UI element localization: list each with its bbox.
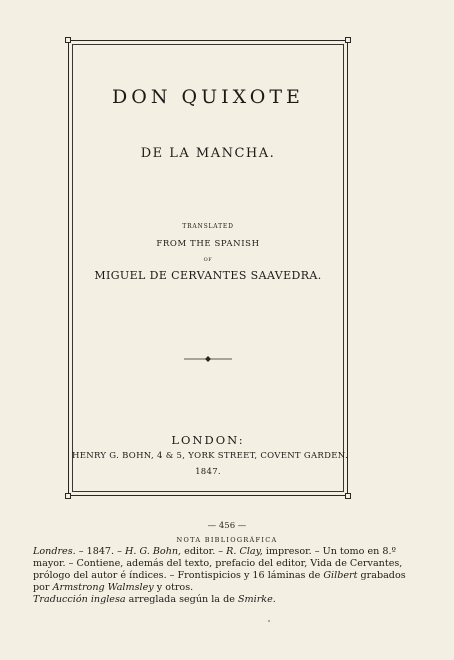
catalog-text: prólogo del autor é índices. – Frontispicios y 16 láminas de	[33, 570, 324, 581]
author-name: MIGUEL DE CERVANTES SAAVEDRA.	[94, 269, 322, 282]
catalog-engraver: Armstrong Walmsley	[52, 582, 154, 593]
catalog-text: por	[33, 582, 53, 593]
catalog-text: y otros.	[153, 582, 194, 593]
border-corner	[345, 37, 351, 43]
book-subtitle: DE LA MANCHA.	[140, 146, 276, 161]
title-page-inner-border	[72, 44, 348, 492]
publication-city: LONDON:	[171, 433, 245, 447]
border-corner	[65, 37, 71, 43]
catalog-printer: R. Clay,	[226, 546, 263, 557]
catalog-source: Smirke.	[237, 594, 276, 605]
book-title: DON QUIXOTE	[112, 86, 304, 108]
catalog-line	[33, 582, 437, 594]
ornament-rule	[184, 355, 232, 363]
catalog-line	[33, 570, 437, 582]
catalog-line: mayor. – Contiene, además del texto, prefacio del editor, Vida de Cervantes,	[33, 558, 403, 569]
catalog-artist: Gilbert	[323, 570, 358, 581]
page-number: — 456 —	[207, 521, 247, 531]
border-corner	[65, 493, 71, 499]
catalog-text: impresor. – Un tomo en 8.º	[262, 546, 397, 557]
catalog-city: Londres.	[33, 546, 76, 557]
catalog-editor: H. G. Bohn,	[124, 546, 182, 557]
catalog-text: grabados	[357, 570, 406, 581]
border-corner	[345, 493, 351, 499]
catalog-heading: NOTA BIBLIOGRÁFICA	[176, 536, 278, 544]
translated-label: TRANSLATED	[182, 223, 234, 230]
of-label: OF	[203, 257, 213, 263]
publisher-address: HENRY G. BOHN, 4 & 5, YORK STREET, COVENT GARDEN.	[72, 451, 348, 461]
publication-year: 1847.	[195, 467, 221, 477]
catalog-text: – 1847. –	[75, 546, 125, 557]
from-spanish-label: FROM THE SPANISH	[156, 239, 260, 249]
catalog-line	[33, 594, 437, 606]
catalog-translation: Traducción inglesa	[33, 594, 126, 605]
catalog-text: arreglada según la de	[125, 594, 238, 605]
paper-speck	[268, 620, 270, 622]
catalog-text: editor. –	[181, 546, 227, 557]
catalog-line	[33, 546, 437, 558]
